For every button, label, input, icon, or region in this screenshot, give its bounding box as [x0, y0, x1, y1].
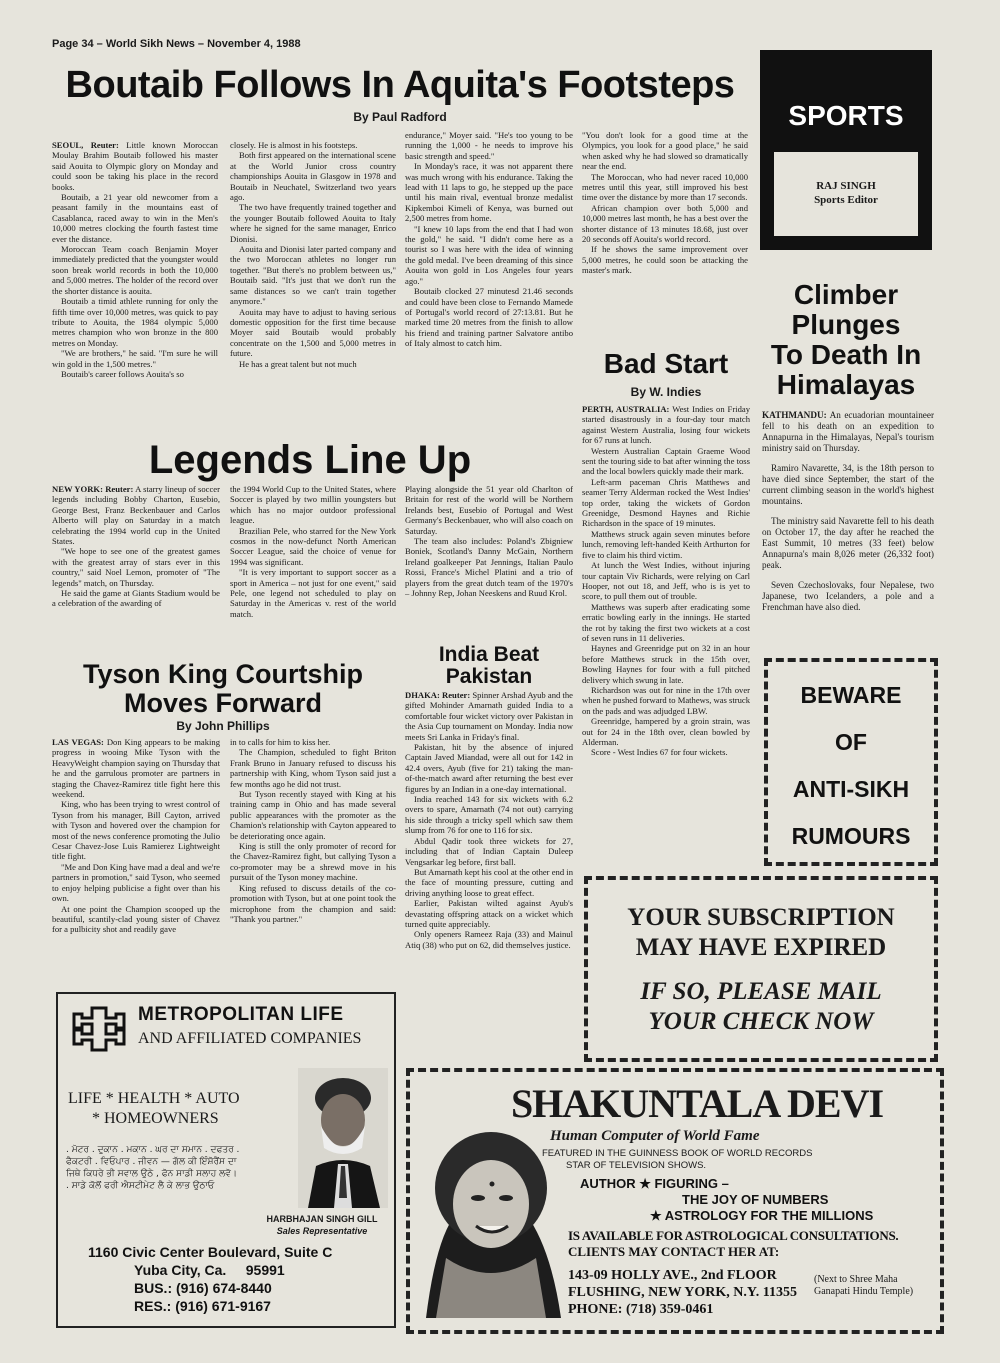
paragraph: Boutaib's career follows Aouita's so	[61, 368, 184, 379]
subscription-box	[584, 876, 938, 1062]
paragraph: "We hope to see one of the greatest games with the greatest array of stars ever in this country," said Noel Lemon, promoter of "The legends" match, on Thursday.	[52, 546, 220, 588]
paragraph: Brazilian Pele, who starred for the New York cosmos in the now-defunct North American Soccer League, said the choice of venue for 1994 was significant.	[230, 525, 396, 567]
legends-col-2	[230, 484, 396, 644]
paragraph: The two have frequently trained together and the younger Boutaib followed Aouita to Italy where he signed for the same manager, Enrico Dionisi.	[230, 202, 396, 244]
shakuntala-tagline: Human Computer of World Fame	[550, 1128, 760, 1144]
paragraph: Score - West Indies 67 for four wickets.	[591, 747, 728, 758]
climber-body	[762, 410, 934, 650]
paragraph: Matthews struck again seven minutes before lunch, removing left-handed Keith Arthurton for five to claim his third victim.	[582, 528, 750, 560]
paragraph: The Champion, scheduled to fight Briton Frank Bruno in January refused to discuss his partnership with King, whom Tyson said just a few months ago he did not trust.	[230, 747, 396, 789]
paragraph: At one point the Champion scooped up the beautiful, scantily-clad young sister of Chavez for a pulbicity shot and readily gave	[52, 903, 220, 935]
legends-dateline: NEW YORK: Reuter:	[52, 484, 134, 494]
paragraph: Boutaib a timid athlete running for only the fifth time over 10,000 metres, was quick to pay tribute to Aouita, the 1984 olympic 5,000 metres champion who won bronze in the 800 metres on Monday.	[52, 296, 218, 348]
paragraph: Western Australian Captain Graeme Wood sent the touring side to bat after winning the toss and the local bowlers quickly made their mark.	[582, 445, 750, 477]
subscription-line: MAY HAVE EXPIRED	[635, 934, 887, 961]
sports-editor-name: RAJ SINGH	[816, 180, 876, 192]
paragraph: Aouita and Dionisi later parted company and the two Moroccan athletes no longer run together. "But there's no problem between us," Boutaib said. "It's just that we don't run the same distances so we can't train together anymore."	[230, 244, 396, 307]
paragraph: Little known Moroccan Moulay Brahim Boutaib followed his master said Aouita to Olympic glory on Monday and could soon be taking his place in the record books.	[52, 140, 218, 192]
metlife-address-2: Yuba City, Ca. 95991	[134, 1262, 285, 1278]
paragraph: Pakistan, hit by the absence of injured Captain Javed Miandad, were all out for 142 in 42.4 overs, Ayub (five for 21) taking the man-of-the-match award after returning the best ever figures by an Indian in a one-day international.	[405, 742, 573, 794]
metlife-services-1: LIFE * HEALTH * AUTO	[68, 1090, 240, 1107]
paragraph: Aouita may have to adjust to having serious domestic opposition for the first time because Moyer said Boutaib would probably concentrate on the 1,500 and 5,000 metres in future.	[230, 306, 396, 359]
paragraph: The team also includes: Poland's Zbigniew Boniek, Scotland's Danny McGain, Northern Ireland goalkeeper Pat Jennings, Italian Paulo Rossi, France's Michel Platini and a trio of players from the great dutch team of the 1970's – Johnny Rep, Johan Neeskens and Ruud Krol.	[405, 536, 573, 599]
paragraph: But Amarnath kept his cool at the other end in the face of mounting pressure, cutting and driving anything loose to great effect.	[405, 866, 573, 898]
paragraph: Don King appears to be making progress in wooing Mike Tyson with the HeavyWeight champion saying on Thursday that he and the garrulous promoter are partners in staging the Chavez-Ramirez title fight here this weekend.	[52, 737, 220, 800]
tyson-headline	[50, 660, 396, 718]
metlife-punjabi-text	[66, 1144, 298, 1192]
metlife-services-2: * HOMEOWNERS	[92, 1110, 219, 1127]
metlife-subtitle: AND AFFILIATED COMPANIES	[138, 1030, 362, 1047]
metlife-bus-phone: BUS.: (916) 674-8440	[134, 1280, 272, 1296]
punjabi-line: ਫੈਕਟਰੀ . ਵਿਓਪਾਰ . ਜੀਵਨ — ਗੱਲ ਕੀ ਇੰਸ਼ੋਰੈਂਸ ਦਾ	[66, 1157, 237, 1167]
tyson-col-2	[230, 737, 396, 977]
boutaib-byline: By Paul Radford	[353, 110, 447, 124]
paragraph: The Moroccan, who had never raced 10,000 metres until this year, still improved his best time over the distance by more than 17 seconds.	[582, 171, 748, 203]
shakuntala-name: SHAKUNTALA DEVI	[510, 1081, 884, 1126]
paragraph: "Me and Don King have mad a deal and we're partners in promotion," said Tyson, who seemed to enjoy helping publicise a fight over than his own.	[52, 861, 220, 904]
legends-col-3	[405, 484, 573, 624]
shakuntala-book: THE JOY OF NUMBERS	[682, 1192, 829, 1207]
headline-line: Climber	[793, 279, 899, 310]
page-folio: Page 34 – World Sikh News – November 4, 1988	[52, 38, 301, 50]
beware-line: OF	[835, 729, 867, 755]
paragraph: "We are brothers," he said. "I'm sure he will win gold in the 1,500 metres."	[52, 348, 218, 369]
representative-photo	[298, 1068, 388, 1208]
metlife-title: METROPOLITAN LIFE	[138, 1004, 344, 1025]
sports-title: SPORTS	[788, 100, 904, 131]
legends-col-1	[52, 484, 220, 644]
paragraph: Matthews was superb after eradicating some erratic bowling early in the innings. He started the rot by taking the first two wickets at a cost of seven runs in 11 deliveries.	[582, 601, 750, 643]
paragraph: A starry lineup of soccer legends including Bobby Charton, Eusebio, George Best, Franz Beckenbauer and Carlos Alberto will play on Saturday in a match celebrating the 1994 world cup in the United States.	[52, 484, 220, 547]
sports-editor-role: Sports Editor	[814, 194, 878, 206]
paragraph: Moroccan Team coach Benjamin Moyer immediately predicted that the youngster would soon break world records in both the 10,000 and 5,000 metres. The holder of the record over the shorter distance is aouita.	[52, 244, 218, 296]
boutaib-col-4	[582, 130, 748, 340]
paragraph: the 1994 World Cup to the United States, where Soccer is played by two millin youngsters but which has no major outdoor professional league.	[230, 484, 396, 526]
punjabi-line: . ਮੋਟਰ . ਦੁਕਾਨ . ਮਕਾਨ . ਘਰ ਦਾ ਸਮਾਨ . ਦਫਤਰ .	[66, 1145, 240, 1155]
paragraph: West Indies on Friday started disastrously in a four-day tour match against Western Australia, losing four wickets for 67 runs at lunch.	[582, 404, 750, 446]
paragraph: King, who has been trying to wrest control of Tyson from his manager, Bill Cayton, arrived with Tyson and hovered over the champion for most of the news conference promoting the Julio Cesar Chavez-Jose Luis Ramierez Lightweight title fight.	[52, 799, 220, 862]
paragraph: Greenridge, hampered by a groin strain, was out for 24 in the 18th over, clean bowled by Alderman.	[582, 716, 750, 747]
paragraph: in to calls for him to kiss her.	[230, 737, 331, 747]
tyson-col-1	[52, 737, 220, 977]
paragraph: Earlier, Pakistan wilted against Ayub's devastating offspring attack on a wicket which turned quite appreciably.	[405, 898, 573, 929]
beware-line: BEWARE	[800, 682, 902, 708]
punjabi-line: . ਸਾਡੇ ਕੋਲੋਂ ਫਰੀ ਐਸਟੀਮੇਟ ਲੈ ਕੇ ਲਾਭ ਉਠਾਓ	[66, 1181, 215, 1191]
paragraph: In Monday's race, it was not apparent there was much wrong with his endurance. Taking the lead with 11 laps to go, he stepped up the pace until his main rival, eventual bronze medalist Kipkemboi Kimeli of Kenya, was burned out 2,500 metres from home.	[405, 161, 573, 224]
metlife-rep-title: Sales Representative	[276, 1226, 368, 1236]
paragraph: endurance," Moyer said. "He's too young to be running the 1,000 - he needs to improve his basic strength and speed."	[405, 130, 573, 161]
boutaib-col-3	[405, 130, 573, 430]
boutaib-col-2	[230, 140, 396, 430]
shakuntala-portrait	[416, 1118, 566, 1318]
metlife-rep-name: HARBHAJAN SINGH GILL	[266, 1214, 378, 1224]
boutaib-col-1	[52, 140, 218, 430]
paragraph: At lunch the West Indies, without injuring tour captain Viv Richards, were relying on Carl Hooper, not out 18, and Jeff, who is is yet to score, to pull them out of trouble.	[582, 560, 750, 602]
shakuntala-ad	[406, 1068, 944, 1334]
badstart-body	[582, 404, 750, 876]
beware-line: RUMOURS	[791, 823, 911, 849]
sports-box	[760, 50, 932, 250]
paragraph: Spinner Arshad Ayub and the gifted Mohinder Amarnath guided India to a comfortable four wicket victory over Pakistan in the Asia Cup tournament on Monday. India now meets Sri Lanka in Friday's final.	[405, 690, 573, 742]
paragraph: The ministry said Navarette fell to his death on October 17, the day after he reached the East Summit, 10 metres (33 feet) below Annapurna's main 8,026 meter (26,332 foot) peak.	[762, 516, 934, 570]
paragraph: Boutaib clocked 27 minutesd 21.46 seconds and could have been close to Fernando Mamede of Portugal's world record of 27:13.81. But he marked time 20 metres from the finish to allow his friend and training partner Salvatore antibo of Italy almost to catch him.	[405, 286, 573, 349]
punjabi-line: ਜਿਥੇ ਕਿਧਰੇ ਭੀ ਸਵਾਲ ਉਠੇ , ਫੋਨ ਸਾਡੀ ਸਲਾਹ ਲਵੋ।	[66, 1169, 237, 1179]
climber-headline	[760, 280, 932, 400]
headline-line: India Beat	[438, 643, 540, 666]
shakuntala-address-2: FLUSHING, NEW YORK, N.Y. 11355	[568, 1285, 797, 1300]
badstart-dateline: PERTH, AUSTRALIA:	[582, 404, 670, 414]
shakuntala-astrology: ★ ASTROLOGY FOR THE MILLIONS	[650, 1208, 874, 1223]
metlife-ad	[56, 992, 396, 1328]
paragraph: He has a great talent but not much	[239, 358, 357, 369]
paragraph: King is still the only promoter of record for the Chavez-Ramirez fight, but callying Tyson a co-promoter may be a shrewd move in his pursuit of the Tyson money machine.	[230, 841, 396, 883]
tyson-byline: By John Phillips	[176, 719, 270, 733]
india-body	[405, 690, 573, 1062]
sports-editor-card	[774, 152, 918, 236]
paragraph: Richardson was out for nine in the 17th over when he pushed forward to Mathews, was struck on the pads and was adjudged LBW.	[582, 684, 750, 716]
shakuntala-available: IS AVAILABLE FOR ASTROLOGICAL CONSULTATIONS.	[568, 1228, 899, 1243]
metlife-logo-icon	[72, 1006, 126, 1060]
metlife-res-phone: RES.: (916) 671-9167	[134, 1298, 271, 1314]
paragraph: Haynes and Greenridge put on 32 in an hour before Matthews struck in the 15th over, Bowling Haynes for four with a full pitched delivery which swung in late.	[582, 643, 750, 685]
paragraph: "I knew 10 laps from the end that I had won the gold," he said. "I didn't come here as a tourist so I was here with the idea of winning the gold medal. I've been dreaming of this since Aouita won gold in Los Angeles four years ago."	[405, 223, 573, 286]
paragraph: India reached 143 for six wickets with 6.2 overs to spare, Amarnath (74 not out) carrying his side through a tricky spell which saw them slump from 76 for one to 116 for six.	[405, 794, 573, 836]
badstart-headline: Bad Start	[603, 348, 729, 379]
shakuntala-location-note: (Next to Shree Maha Ganapati Hindu Temple)	[814, 1274, 914, 1297]
metlife-address-1: 1160 Civic Center Boulevard, Suite C	[88, 1244, 333, 1260]
paragraph: Both first appeared on the international scene at the World Junior cross country championships Aouita in Glasgow in 1978 and Boutaib in Neuchatel, Switzerland two years ago.	[230, 150, 396, 203]
paragraph: Ramiro Navarette, 34, is the 18th person to have died since September, the start of the current climbing season in the world's highest mountains.	[762, 463, 934, 506]
paragraph: Seven Czechoslovaks, four Nepalese, two Japanese, two Icelanders, a pole and a Frenchman have also died.	[762, 580, 934, 612]
paragraph: If he shows the same improvement over 5,000 metres, he could soon be attacking the master's mark.	[582, 244, 748, 276]
india-headline	[405, 644, 573, 688]
paragraph: King refused to discuss details of the co-promotion with Tyson, but at one point took the microphone from the champion and said: "Thank you partner."	[230, 882, 396, 924]
shakuntala-tv: STAR OF TELEVISION SHOWS.	[566, 1160, 707, 1171]
paragraph: Only openers Rameez Raja (33) and Mainul Atiq (38) who put on 62, did themselves justice.	[405, 929, 573, 950]
headline-line: To Death In	[770, 339, 922, 370]
shakuntala-contact: CLIENTS MAY CONTACT HER AT:	[568, 1244, 780, 1259]
headline-line: Moves Forward	[123, 688, 323, 718]
paragraph: closely. He is almost in his footsteps.	[230, 140, 358, 150]
headline-line: Himalayas	[776, 369, 916, 400]
headline-line: Pakistan	[445, 665, 533, 688]
paragraph: An ecuadorian mountaineer fell to his death on an expedition to Annapurna in the Himalayas, Nepal's tourism ministry said on Thursday.	[762, 410, 934, 453]
paragraph: Abdul Qadir took three wickets for 27, including that of Indian Captain Duleep Vengsarkar leg before, first ball.	[405, 835, 573, 867]
badstart-byline: By W. Indies	[630, 385, 702, 399]
subscription-line: YOUR CHECK NOW	[648, 1008, 874, 1035]
paragraph: African champion over both 5,000 and 10,000 metres last month, he has a best over the shorter distance of 13 minutes 18.68, just over 20 seconds off Aouita's world record.	[582, 202, 748, 245]
paragraph: Playing alongside the 51 year old Charlton of Britain for rest of the world will be Northern Irelands best, Eusebio of Portugal and West Germany's Beckenbauer, who will also coach on Saturday.	[405, 484, 573, 536]
shakuntala-guinness: FEATURED IN THE GUINNESS BOOK OF WORLD RECORDS	[542, 1148, 813, 1159]
paragraph: Boutaib, a 21 year old newcomer from a peasant family in the mountains east of Casablanca, raced away to win in the Men's 10,000 metres clocking the fourth fastest time ever the distance.	[52, 192, 218, 244]
boutaib-headline: Boutaib Follows In Aquita's Footsteps	[65, 64, 735, 106]
headline-line: Tyson King Courtship	[83, 659, 363, 689]
paragraph: He said the game at Giants Stadium would be a celebration of the awarding of	[52, 588, 220, 609]
shakuntala-address-1: 143-09 HOLLY AVE., 2nd FLOOR	[568, 1268, 777, 1283]
legends-headline: Legends Line Up	[148, 438, 472, 482]
paragraph: But Tyson recently stayed with King at his training camp in Ohio and has made several public appearances with the promoter as the Chamion's relationship with Cayton appeared to be deteriorating once again.	[230, 789, 396, 841]
beware-box	[764, 658, 938, 866]
boutaib-dateline: SEOUL, Reuter:	[52, 140, 119, 150]
paragraph: Left-arm paceman Chris Matthews and seamer Terry Alderman rocked the West Indies' top order, taking the wickets of Gordon Greenidge, Desmond Haynes and Richie Richardson in the space of 19 minutes.	[582, 476, 750, 529]
tyson-dateline: LAS VEGAS:	[52, 737, 104, 747]
india-dateline: DHAKA: Reuter:	[405, 690, 471, 700]
headline-line: Plunges	[791, 309, 901, 340]
climber-dateline: KATHMANDU:	[762, 410, 827, 420]
subscription-line: IF SO, PLEASE MAIL	[640, 978, 882, 1005]
beware-line: ANTI-SIKH	[792, 776, 910, 802]
shakuntala-phone: PHONE: (718) 359-0461	[568, 1302, 714, 1317]
shakuntala-author: AUTHOR ★ FIGURING –	[580, 1176, 729, 1191]
subscription-line: YOUR SUBSCRIPTION	[627, 904, 895, 931]
paragraph: "It is very important to support soccer as a sport in America – not just for one event," said Pele, one legend not scheduled to play on Saturday in the Americas v. rest of the world match.	[230, 567, 396, 619]
paragraph: "You don't look for a good time at the Olympics, you look for a good place," he said when asked why he had slowed so dramatically near the end.	[582, 130, 748, 172]
